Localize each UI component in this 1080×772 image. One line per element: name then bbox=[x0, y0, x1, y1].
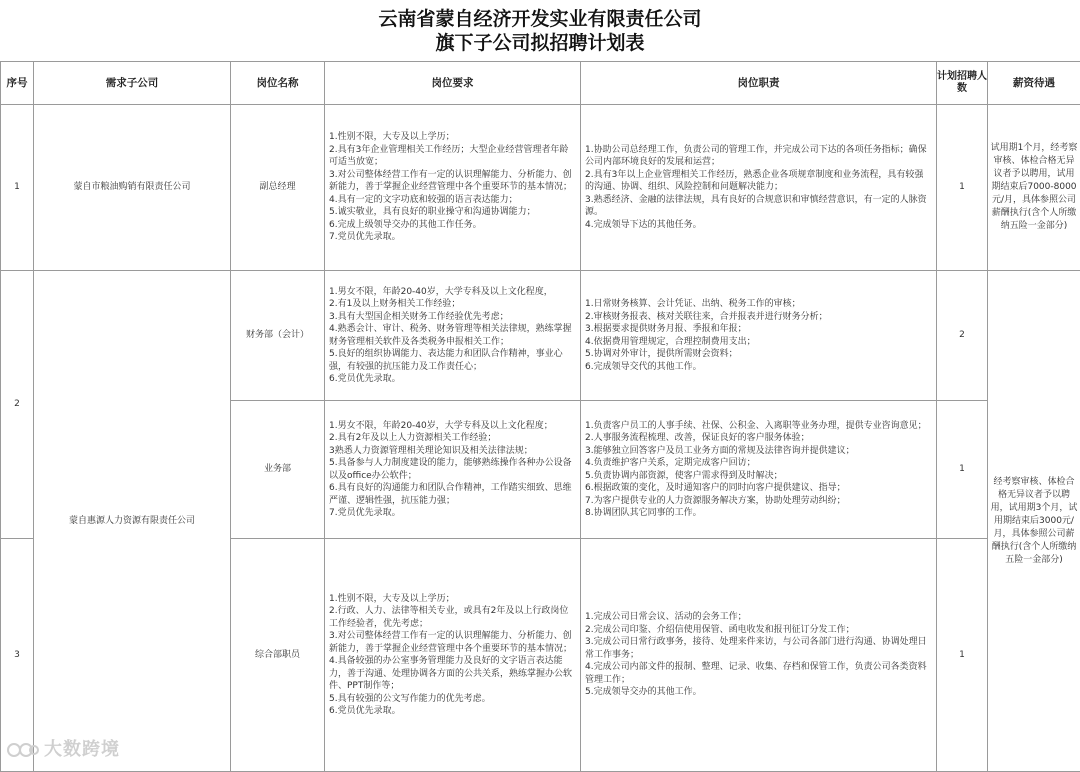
watermark bbox=[6, 735, 120, 761]
count-cell: 1 bbox=[937, 401, 988, 539]
header-company: 需求子公司 bbox=[34, 62, 231, 105]
salary-cell: 经考察审核、体检合格无异议者予以聘用，试用期3个月，试用期结束后3000元/月，具体参照公司薪酬执行(含个人所缴纳五险一金部分) bbox=[988, 271, 1080, 772]
salary-cell: 试用期1个月，经考察审核、体检合格无异议者予以聘用，试用期结束后7000-8000元/月，具体参照公司薪酬执行(含个人所缴纳五险一金部分) bbox=[988, 105, 1080, 271]
company-cell: 蒙自惠源人力资源有限责任公司 bbox=[34, 271, 231, 772]
position-cell: 财务部（会计） bbox=[231, 271, 325, 401]
header-duties: 岗位职责 bbox=[581, 62, 937, 105]
count-cell: 1 bbox=[937, 105, 988, 271]
requirements-cell: 1.男女不限，年龄20-40岁，大学专科及以上文化程度； 2.具有2年及以上人力资源相关工作经验； 3熟悉人力资源管理相关理论知识及相关法律法规； 5.具备参与人力制度建设的能力，能够熟练操作各种办公设备以及office办公软件； 6.具有良好的沟通能力和团队合作精神，工作踏实细致、思维严谨、逻辑性强，抗压能力强； 7.党员优先录取。 bbox=[325, 401, 581, 539]
header-salary: 薪资待遇 bbox=[988, 62, 1080, 105]
seq-cell: 2 bbox=[1, 271, 34, 539]
header-requirements: 岗位要求 bbox=[325, 62, 581, 105]
position-cell: 综合部职员 bbox=[231, 539, 325, 772]
duties-cell: 1.协助公司总经理工作，负责公司的管理工作，并完成公司下达的各项任务指标；确保公司内部环境良好的发展和运营； 2.具有3年以上企业管理相关工作经历，熟悉企业各项规章制度和业务流程，具有较强的沟通、协调、组织、风险控制和问题解决能力； 3.熟悉经济、金融的法律法规，具有良好的合规意识和审慎经营意识，有一定的人脉资源。 4.完成领导下达的其他任务。 bbox=[581, 105, 937, 271]
position-cell: 副总经理 bbox=[231, 105, 325, 271]
seq-cell: 1 bbox=[1, 105, 34, 271]
duties-cell: 1.负责客户员工的人事手续、社保、公积金、入离职等业务办理，提供专业咨询意见； 2.人事服务流程梳理、改善，保证良好的客户服务体验； 3.能够独立回答客户及员工业务方面的常规及法律咨询并提供建议； 4.负责维护客户关系，定期完成客户回访； 5.负责协调内部资源，使客户需求得到及时解决； 6.根据政策的变化，及时通知客户的同时向客户提供建议、指导； 7.为客户提供专业的人力资源服务解决方案，协助处理劳动纠纷； 8.协调团队其它同事的工作。 bbox=[581, 401, 937, 539]
duties-cell: 1.日常财务核算、会计凭证、出纳、税务工作的审核； 2.审核财务报表、核对关联往来，合并报表并进行财务分析； 3.根据要求提供财务月报、季报和年报； 4.依据费用管理规定，合理控制费用支出； 5.协调对外审计，提供所需财会资料； 6.完成领导交代的其他工作。 bbox=[581, 271, 937, 401]
header-row bbox=[1, 62, 1080, 105]
company-cell: 蒙自市粮油购销有限责任公司 bbox=[34, 105, 231, 271]
seq-cell: 3 bbox=[1, 539, 34, 772]
watermark-text: 大数跨境 bbox=[44, 739, 120, 760]
table-row bbox=[1, 105, 1080, 271]
requirements-cell: 1.性别不限，大专及以上学历； 2.具有3年企业管理相关工作经历；大型企业经营管理者年龄可适当放宽； 3.对公司整体经营工作有一定的认识理解能力、分析能力、创新能力，善于掌握企业经营管理中各个重要环节的基本情况； 4.具有一定的文字功底和较强的语言表达能力； 5.诚实敬业，具有良好的职业操守和沟通协调能力； 6.完成上级领导交办的其他工作任务。 7.党员优先录取。 bbox=[325, 105, 581, 271]
requirements-cell: 1.男女不限，年龄20-40岁，大学专科及以上文化程度， 2.有1及以上财务相关工作经验； 3.具有大型国企相关财务工作经验优先考虑； 4.熟悉会计、审计、税务、财务管理等相关法律规，熟练掌握财务管理相关软件及各类税务申报相关工作； 5.良好的组织协调能力、表达能力和团队合作精神，事业心强，有较强的抗压能力及工作责任心； 6.党员优先录取。 bbox=[325, 271, 581, 401]
count-cell: 1 bbox=[937, 539, 988, 772]
header-seq: 序号 bbox=[1, 62, 34, 105]
table-row bbox=[1, 271, 1080, 401]
title-line-1: 云南省蒙自经济开发实业有限责任公司 bbox=[0, 7, 1080, 31]
count-cell: 2 bbox=[937, 271, 988, 401]
title-line-2: 旗下子公司拟招聘计划表 bbox=[0, 31, 1080, 55]
requirements-cell: 1.性别不限，大专及以上学历； 2.行政、人力、法律等相关专业，或具有2年及以上行政岗位工作经验者，优先考虑； 3.对公司整体经营工作有一定的认识理解能力、分析能力、创新能力，善于掌握企业经营管理中各个重要环节的基本情况； 4.具备较强的办公室事务管理能力及良好的文字语言表达能力，善于沟通、处理协调各方面的公共关系，熟练掌握办公软件、PPT制作等； 5.具有较强的公文写作能力的优先考虑。 6.党员优先录取。 bbox=[325, 539, 581, 772]
header-position: 岗位名称 bbox=[231, 62, 325, 105]
document-title bbox=[0, 0, 1080, 62]
duties-cell: 1.完成公司日常会议、活动的会务工作； 2.完成公司印鉴、介绍信使用保管、函电收发和报刊征订分发工作； 3.完成公司日常行政事务，接待、处理来件来访，与公司各部门进行沟通、协调处理日常工作事务； 4.完成公司内部文件的报制、整理、记录、收集、存档和保管工作，负责公司各类资料管理工作； 5.完成领导交办的其他工作。 bbox=[581, 539, 937, 772]
position-cell: 业务部 bbox=[231, 401, 325, 539]
watermark-logo-icon bbox=[6, 740, 40, 760]
recruitment-plan-table bbox=[0, 61, 1080, 772]
header-count: 计划招聘人数 bbox=[937, 62, 988, 105]
